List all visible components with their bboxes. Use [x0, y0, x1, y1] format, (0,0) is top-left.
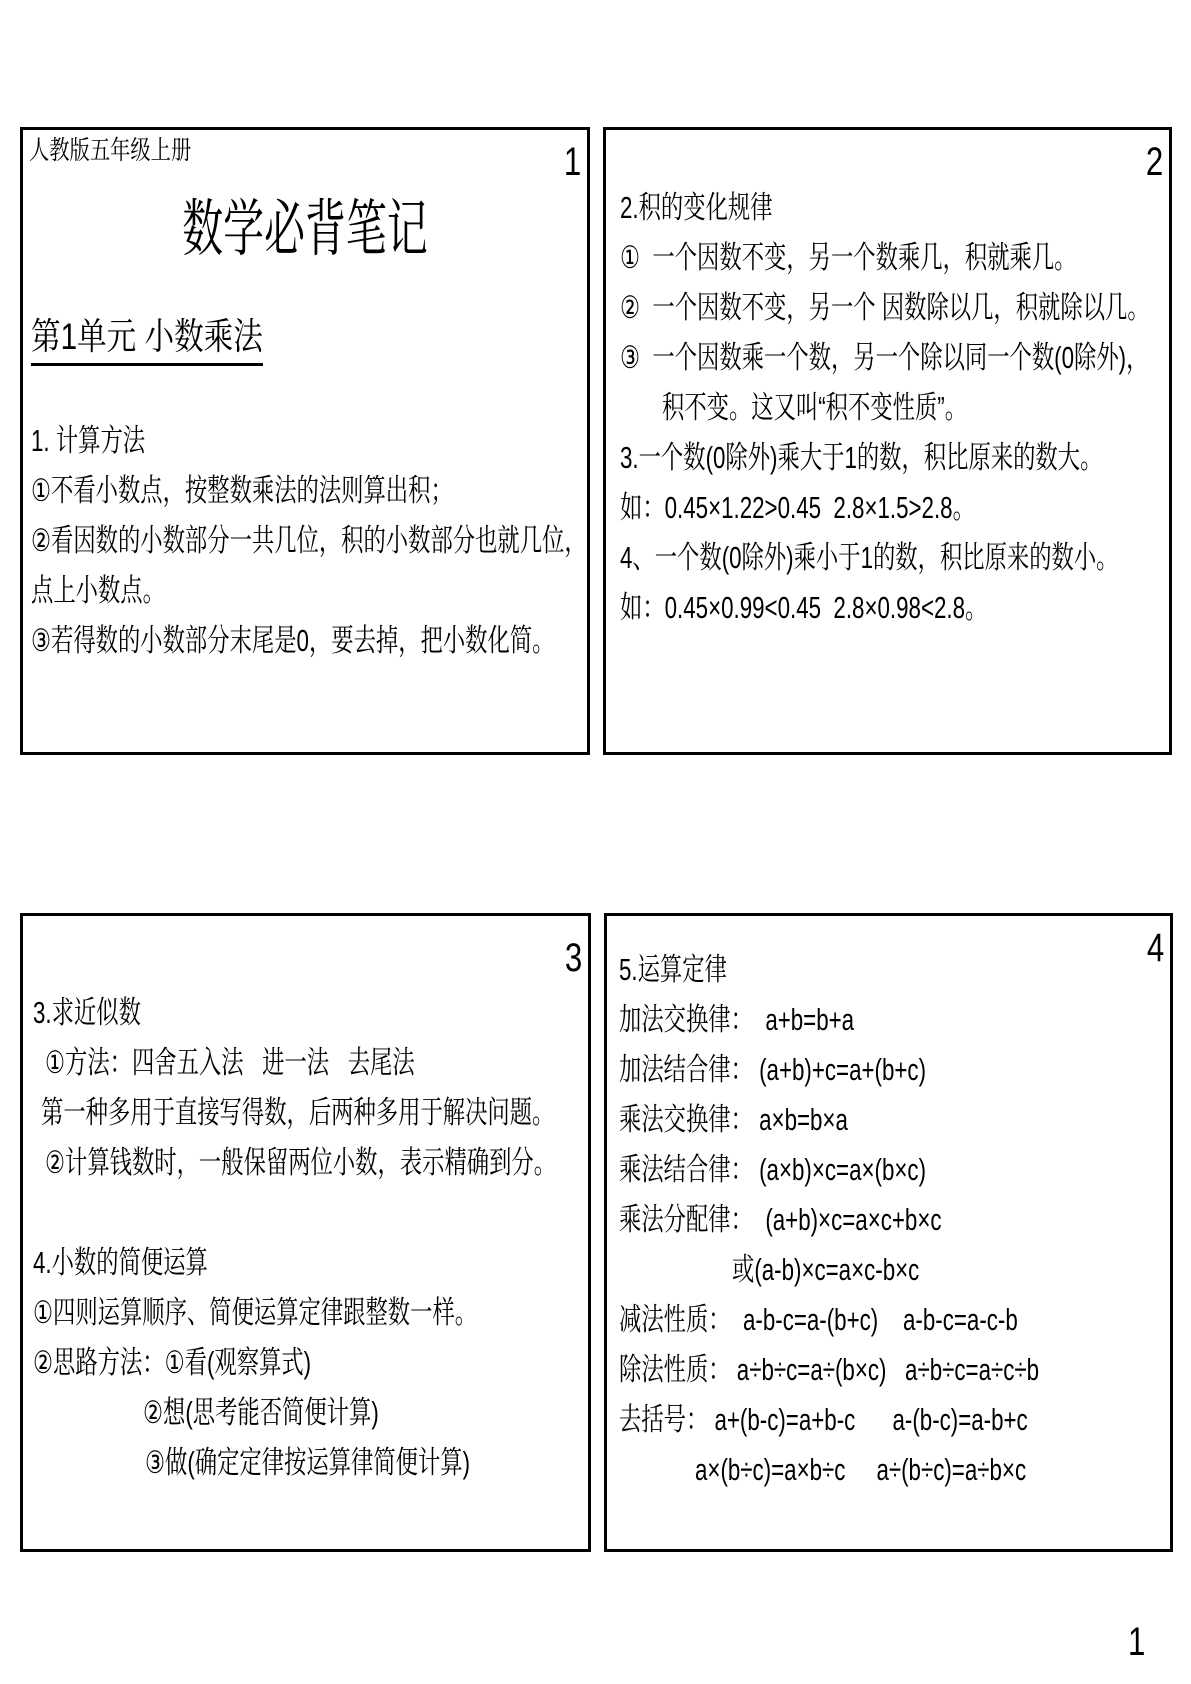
- text-line: 乘法交换律： a×b=b×a: [619, 1102, 848, 1137]
- text-line: 除法性质： a÷b÷c=a÷(b×c) a÷b÷c=a÷c÷b: [619, 1352, 1040, 1387]
- text-line: ②看因数的小数部分一共几位，积的小数部分也就几位，: [31, 523, 587, 558]
- text-line: 或(a-b)×c=a×c-b×c: [732, 1252, 920, 1287]
- page-number: 1: [1128, 1620, 1146, 1664]
- slide-number: 2: [1145, 140, 1163, 184]
- text-line: 乘法分配律： (a+b)×c=a×c+b×c: [619, 1202, 942, 1237]
- slide-number: 4: [1146, 926, 1164, 970]
- text-line: ① 一个因数不变，另一个数乘几，积就乘几。: [620, 240, 1077, 275]
- unit-heading: 第1单元 小数乘法: [31, 314, 587, 366]
- slide-1: [20, 127, 590, 755]
- text-line: ②计算钱数时，一般保留两位小数，表示精确到分。: [45, 1145, 557, 1180]
- text-line: ② 一个因数不变，另一个 因数除以几，积就除以几。: [620, 290, 1150, 325]
- text-line: a×(b÷c)=a×b÷c a÷(b÷c)=a÷b×c: [695, 1452, 1027, 1487]
- text-line: ①四则运算顺序、简便运算定律跟整数一样。: [33, 1295, 478, 1330]
- text-line: 第一种多用于直接写得数，后两种多用于解决问题。: [41, 1095, 555, 1130]
- slide-1-body: [23, 416, 587, 666]
- text-line: 加法结合律： (a+b)+c=a+(b+c): [619, 1052, 927, 1087]
- slide-3: [20, 913, 591, 1552]
- text-line: 3.一个数(0除外)乘大于1的数，积比原来的数大。: [620, 440, 1103, 475]
- notes-title: 数学必背笔记: [182, 195, 428, 264]
- text-line: 1. 计算方法: [31, 423, 146, 458]
- text-line: ③做(确定定律按运算律简便计算): [145, 1445, 471, 1480]
- text-line: ②想(思考能否简便计算): [143, 1395, 379, 1430]
- text-line: 如：0.45×0.99<0.45 2.8×0.98<2.8。: [620, 590, 988, 625]
- text-line: 加法交换律： a+b=b+a: [619, 1002, 855, 1037]
- text-line: ②思路方法：①看(观察算式): [33, 1345, 312, 1380]
- text-line: 2.积的变化规律: [620, 190, 773, 225]
- text-line: ③若得数的小数部分末尾是0，要去掉，把小数化简。: [31, 623, 555, 658]
- slide-2: [603, 127, 1172, 755]
- slide-4-body: [607, 916, 1170, 1495]
- text-line: 5.运算定律: [619, 952, 727, 987]
- text-line: ③ 一个因数乘一个数，另一个除以同一个数(0除外)，: [620, 340, 1149, 375]
- text-line: 如：0.45×1.22>0.45 2.8×1.5>2.8。: [620, 490, 975, 525]
- slide-2-body: [606, 130, 1169, 633]
- text-line: 积不变。这又叫“积不变性质”。: [662, 390, 968, 425]
- slide-number: 1: [563, 140, 581, 184]
- text-line: 点上小数点。: [31, 573, 165, 608]
- text-line: ①方法：四舍五入法 进一法 去尾法: [45, 1045, 415, 1080]
- slide-number: 3: [564, 936, 582, 980]
- text-line: 4、一个数(0除外)乘小于1的数，积比原来的数小。: [620, 540, 1119, 575]
- text-line: ①不看小数点，按整数乘法的法则算出积；: [31, 473, 453, 508]
- text-line: 3.求近似数: [33, 995, 141, 1030]
- blank-line: [33, 1188, 588, 1238]
- text-line: 乘法结合律： (a×b)×c=a×(b×c): [619, 1152, 927, 1187]
- text-line: 4.小数的简便运算: [33, 1245, 208, 1280]
- text-line: 去括号： a+(b-c)=a+b-c a-(b-c)=a-b+c: [619, 1402, 1028, 1437]
- text-line: 减法性质： a-b-c=a-(b+c) a-b-c=a-c-b: [619, 1302, 1018, 1337]
- slide-4: [604, 913, 1173, 1552]
- slide-3-body: [23, 916, 588, 1488]
- edition-label: 人教版五年级上册: [29, 135, 192, 165]
